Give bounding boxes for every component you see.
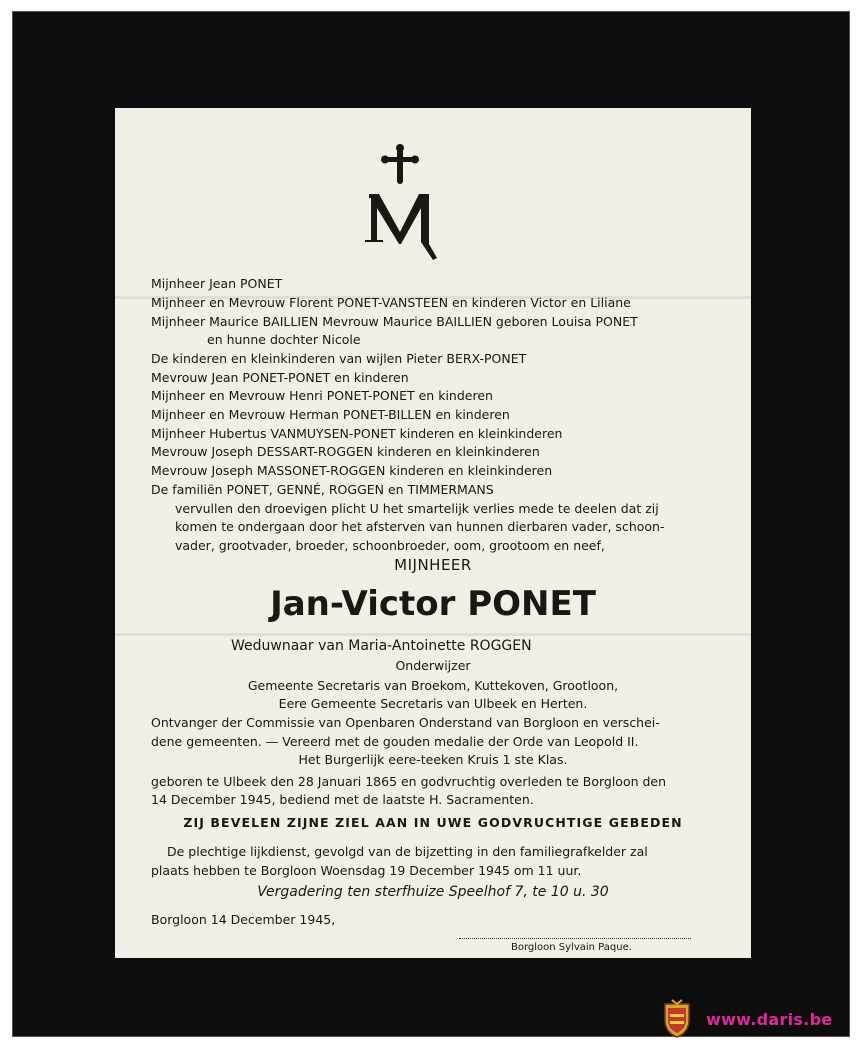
birth-line: geboren te Ulbeek den 28 Januari 1865 en godvruchtig overleden te Borgloon den bbox=[151, 774, 667, 789]
family-line: De familiën PONET, GENNÉ, ROGGEN en TIMMERMANS bbox=[151, 482, 494, 497]
widower-line: Weduwnaar van Maria-Antoinette ROGGEN bbox=[231, 638, 532, 654]
place-date: Borgloon 14 December 1945, bbox=[151, 912, 336, 927]
announcement-line: vader, grootvader, broeder, schoonbroeder, oom, grootoom en neef, bbox=[175, 538, 605, 553]
printer-rule bbox=[459, 938, 691, 939]
funeral-line: plaats hebben te Borgloon Woensdag 19 December 1945 om 11 uur. bbox=[151, 863, 582, 878]
honor-line: Het Burgerlijk eere-teeken Kruis 1 ste Klas. bbox=[298, 752, 568, 767]
birth-line: 14 December 1945, bediend met de laatste H. Sacramenten. bbox=[151, 792, 534, 807]
announcement-line: vervullen den droevigen plicht U het smartelijk verlies mede te deelen dat zij bbox=[175, 501, 659, 516]
title-mijnheer: MIJNHEER bbox=[394, 556, 472, 574]
family-line: Mijnheer Maurice BAILLIEN Mevrouw Maurice BAILLIEN geboren Louisa PONET bbox=[151, 314, 638, 329]
crest-shield-icon bbox=[662, 998, 692, 1038]
family-line: Mijnheer en Mevrouw Henri PONET-PONET en kinderen bbox=[151, 388, 493, 403]
family-line: Mijnheer en Mevrouw Florent PONET-VANSTEEN en kinderen Victor en Liliane bbox=[151, 295, 631, 310]
family-line: Mevrouw Joseph DESSART-ROGGEN kinderen en kleinkinderen bbox=[151, 444, 540, 459]
profession: Onderwijzer bbox=[395, 658, 471, 673]
commission-line: Ontvanger der Commissie van Openbaren Onderstand van Borgloon en verschei- bbox=[151, 715, 660, 730]
funeral-line: De plechtige lijkdienst, gevolgd van de bijzetting in den familiegrafkelder zal bbox=[167, 844, 648, 859]
family-line: en hunne dochter Nicole bbox=[207, 332, 361, 347]
commission-line: dene gemeenten. — Vereerd met de gouden medalie der Orde van Leopold II. bbox=[151, 734, 639, 749]
office-line: Eere Gemeente Secretaris van Ulbeek en Herten. bbox=[278, 696, 588, 711]
family-line: De kinderen en kleinkinderen van wijlen Pieter BERX-PONET bbox=[151, 351, 527, 366]
family-line: Mijnheer Jean PONET bbox=[151, 276, 283, 291]
gathering-line: Vergadering ten sterfhuize Speelhof 7, te 10 u. 30 bbox=[257, 884, 609, 900]
family-line: Mijnheer en Mevrouw Herman PONET-BILLEN en kinderen bbox=[151, 407, 510, 422]
cross-and-M-monogram-icon bbox=[363, 144, 439, 262]
memorial-card bbox=[115, 108, 751, 958]
office-line: Gemeente Secretaris van Broekom, Kuttekoven, Grootloon, bbox=[247, 678, 619, 693]
family-line: Mijnheer Hubertus VANMUYSEN-PONET kinderen en kleinkinderen bbox=[151, 426, 563, 441]
family-line: Mevrouw Joseph MASSONET-ROGGEN kinderen en kleinkinderen bbox=[151, 463, 553, 478]
watermark-url: www.daris.be bbox=[706, 1010, 833, 1029]
fold-crease bbox=[115, 633, 751, 636]
prayer-line: ZIJ BEVELEN ZIJNE ZIEL AAN IN UWE GODVRUCHTIGE GEBEDEN bbox=[183, 815, 683, 830]
announcement-line: komen te ondergaan door het afsterven van hunnen dierbaren vader, schoon- bbox=[175, 519, 665, 534]
deceased-name: Jan-Victor PONET bbox=[270, 584, 596, 624]
printer-credit: Borgloon Sylvain Paque. bbox=[511, 942, 632, 953]
family-line: Mevrouw Jean PONET-PONET en kinderen bbox=[151, 370, 409, 385]
